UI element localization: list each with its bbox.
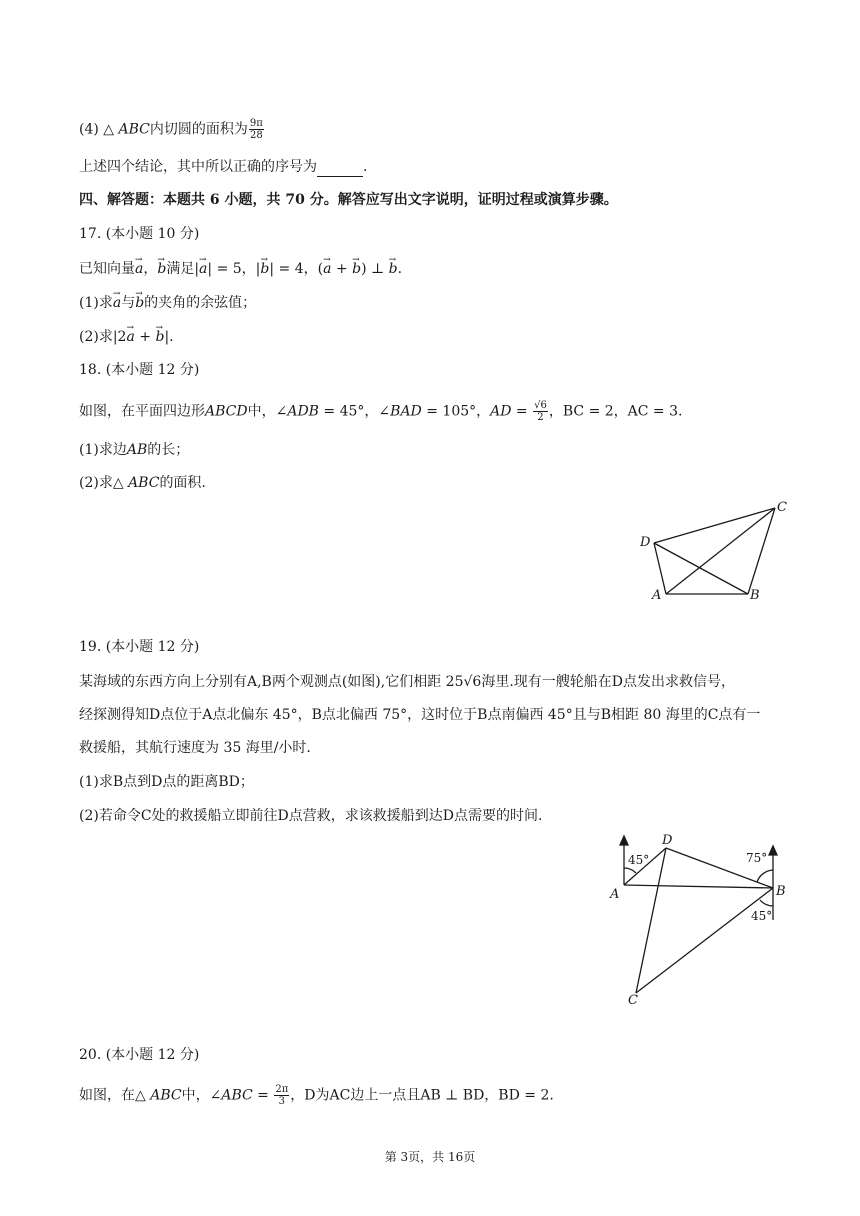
- q18-header: 18. (本小题 12 分): [79, 362, 200, 378]
- figure-18-quadrilateral: [636, 496, 816, 606]
- fraction-2pi-3: $\frac{2\pi}{3}$: [275, 1084, 289, 1107]
- angle-a-45: 45°: [628, 853, 650, 867]
- angle-b-75: 75°: [746, 851, 768, 865]
- figure-19-sea-map: [606, 830, 806, 1010]
- angle-b-45: 45°: [751, 909, 773, 923]
- q16-item4: (4) △ ABC内切圆的面积为 $\frac{9\pi}{28}$: [79, 118, 263, 141]
- label-d: D: [662, 833, 673, 848]
- q17-header: 17. (本小题 10 分): [79, 226, 200, 242]
- q17-stem: 已知向量→ a，→ b满足|→ a| = 5，|→ b| = 4，(→ a + → b) ⊥ → b.: [79, 259, 402, 279]
- label-a: A: [652, 588, 662, 603]
- q19-line1: 某海域的东西方向上分别有A,B两个观测点(如图),它们相距 25√6海里.现有一艘轮船在D点发出求救信号，: [79, 674, 735, 690]
- label-a: A: [610, 887, 620, 902]
- q19-part2: (2)若命令C处的救援船立即前往D点营救，求该救援船到达D点需要的时间.: [79, 808, 543, 824]
- label-c: C: [777, 500, 787, 515]
- q19-line2: 经探测得知D点位于A点北偏东 45°，B点北偏西 75°，这时位于B点南偏西 45°且与B相距 80 海里的C点有一: [79, 707, 761, 723]
- q20-header: 20. (本小题 12 分): [79, 1047, 200, 1063]
- q18-stem: 如图，在平面四边形ABCD中，∠ADB = 45°，∠BAD = 105°，AD = $\frac{√6}{2}$ ，BC = 2，AC = 3.: [79, 400, 683, 423]
- answer-blank: [317, 162, 363, 177]
- q20-stem: 如图，在△ ABC中，∠ABC = $\frac{2\pi}{3}$ ，D为AC边上一点且AB ⊥ BD，BD = 2.: [79, 1084, 554, 1107]
- fraction-sqrt6-2: $\frac{√6}{2}$: [534, 400, 547, 423]
- label-b: B: [776, 884, 786, 899]
- q17-part1: (1)求→ a与→ b的夹角的余弦值；: [79, 293, 256, 313]
- section4-heading: 四、解答题：本题共 6 小题，共 70 分。解答应写出文字说明，证明过程或演算步骤。: [79, 192, 618, 208]
- label-b: B: [750, 588, 760, 603]
- q18-part1: (1)求边AB的长；: [79, 442, 190, 458]
- page-footer: 第 3页，共 16页: [384, 1150, 476, 1164]
- q17-part2: (2)求|2→ a + → b|.: [79, 327, 174, 347]
- label-d: D: [640, 535, 651, 550]
- fraction-9pi-28: $\frac{9\pi}{28}$: [249, 118, 263, 141]
- q19-part1: (1)求B点到D点的距离BD；: [79, 774, 254, 790]
- q19-header: 19. (本小题 12 分): [79, 639, 200, 655]
- label-c: C: [628, 993, 638, 1008]
- q16-question: 上述四个结论，其中所以正确的序号为 .: [79, 159, 368, 175]
- q18-part2: (2)求△ ABC的面积.: [79, 475, 206, 491]
- q19-line3: 救援船，其航行速度为 35 海里/小时.: [79, 740, 311, 756]
